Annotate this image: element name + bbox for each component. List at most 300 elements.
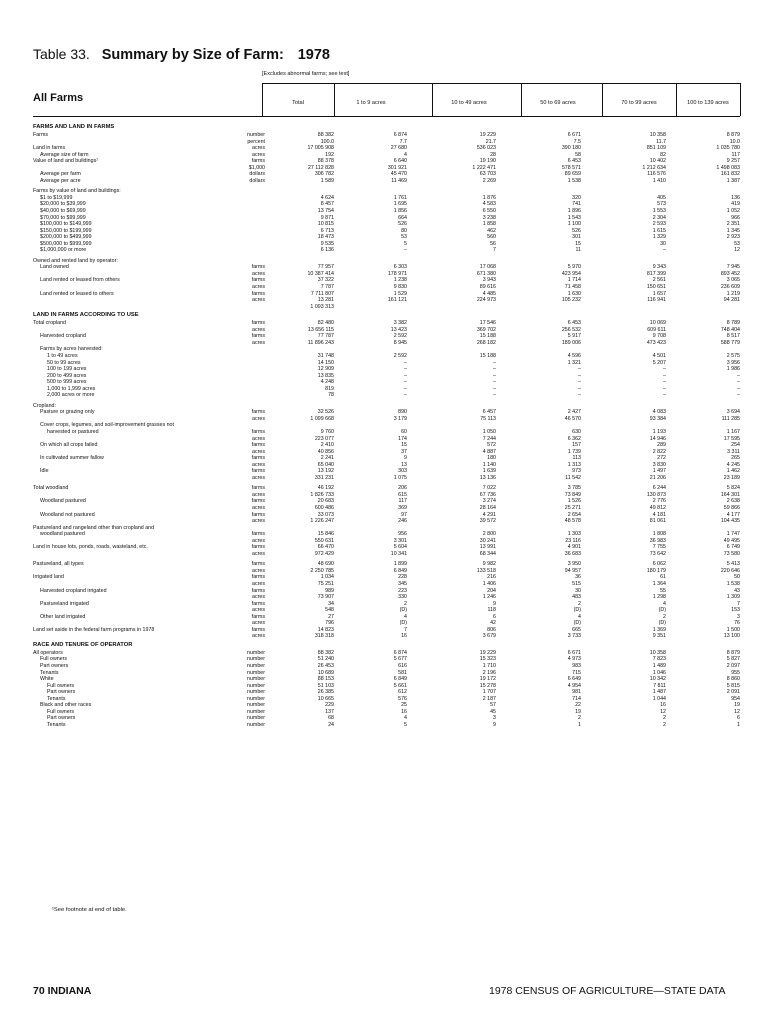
table-cell: – bbox=[578, 392, 581, 399]
table-cell: 515 bbox=[572, 581, 581, 587]
table-cell: 2 bbox=[663, 613, 666, 620]
table-cell: 7 022 bbox=[482, 485, 496, 492]
row-label: Tenants bbox=[47, 721, 66, 728]
table-cell: 15 323 bbox=[479, 656, 496, 663]
table-cell: 9 351 bbox=[652, 633, 666, 640]
table-cell: (D) bbox=[399, 620, 407, 627]
table-cell: 27 bbox=[328, 613, 334, 620]
table-cell: 66 470 bbox=[317, 544, 334, 551]
table-cell: 1 695 bbox=[393, 201, 407, 208]
row-unit: farms bbox=[251, 158, 265, 165]
table-cell: 75 251 bbox=[317, 581, 334, 587]
exclusion-note: [Excludes abnormal farms; see text] bbox=[262, 71, 350, 77]
table-cell: 1 193 bbox=[652, 428, 666, 435]
column-divider bbox=[432, 83, 433, 116]
table-cell: – bbox=[663, 366, 666, 373]
row-label: Average size of farm bbox=[40, 151, 89, 158]
table-cell: 1 710 bbox=[482, 663, 496, 670]
table-cell: 88 378 bbox=[317, 158, 334, 165]
table-cell: – bbox=[663, 385, 666, 392]
table-cell: 6 136 bbox=[320, 247, 334, 254]
table-cell: 3 950 bbox=[567, 561, 581, 568]
section-heading bbox=[33, 310, 740, 320]
row-label: Land rented or leased from others bbox=[40, 277, 120, 284]
row-unit: number bbox=[247, 656, 265, 663]
table-cell: 10 358 bbox=[649, 132, 666, 138]
row-unit: dollars bbox=[249, 171, 265, 178]
row-label: 100 to 199 acres bbox=[47, 366, 87, 373]
table-cell: 715 bbox=[572, 669, 581, 676]
table-cell: 10 341 bbox=[390, 550, 407, 557]
table-cell: 27 680 bbox=[390, 145, 407, 152]
row-label: Woodland pastured bbox=[40, 498, 86, 505]
row-label: Irrigated land bbox=[33, 574, 64, 581]
table-cell: 6 453 bbox=[567, 320, 581, 327]
table-cell: 46 570 bbox=[564, 415, 581, 422]
table-cell: 9 343 bbox=[652, 264, 666, 271]
table-cell: 1 321 bbox=[567, 359, 581, 366]
table-cell: 94 281 bbox=[723, 297, 740, 304]
row-label: Value of land and buildings¹ bbox=[33, 158, 98, 165]
row-unit: farms bbox=[251, 511, 265, 518]
table-cell: 14 946 bbox=[649, 435, 666, 442]
table-cell: 560 bbox=[487, 234, 496, 241]
table-cell: 306 782 bbox=[314, 171, 334, 178]
table-cell: 7 945 bbox=[726, 264, 740, 271]
table-cell: 5 bbox=[404, 721, 407, 728]
table-cell: 1 222 471 bbox=[472, 164, 496, 171]
table-cell: 68 344 bbox=[479, 550, 496, 557]
table-cell: 8 945 bbox=[393, 339, 407, 346]
publication-series: 1978 CENSUS OF AGRICULTURE—STATE DATA bbox=[489, 985, 726, 997]
table-cell: 1 856 bbox=[393, 208, 407, 215]
table-cell: 576 bbox=[398, 695, 407, 702]
table-cell: 578 571 bbox=[561, 164, 581, 171]
table-cell: 1 313 bbox=[567, 461, 581, 468]
table-cell: 301 bbox=[572, 234, 581, 241]
row-unit: acres bbox=[252, 504, 265, 511]
table-cell: 130 873 bbox=[646, 491, 666, 498]
table-cell: 229 bbox=[325, 702, 334, 709]
row-label: Part owners bbox=[47, 715, 76, 722]
table-cell: 550 631 bbox=[314, 537, 334, 544]
table-cell: 55 bbox=[660, 587, 666, 594]
row-label: White bbox=[40, 676, 54, 683]
table-cell: 12 bbox=[660, 708, 666, 715]
row-label: $70,000 to $99,999 bbox=[40, 214, 86, 221]
table-cell: 3 785 bbox=[567, 485, 581, 492]
table-cell: 3 733 bbox=[567, 633, 581, 640]
table-cell: 34 bbox=[328, 600, 334, 607]
table-cell: 100.0 bbox=[320, 138, 334, 145]
row-label: $1,000,000 or more bbox=[40, 247, 87, 254]
table-cell: 2 187 bbox=[482, 695, 496, 702]
table-cell: 3 065 bbox=[726, 277, 740, 284]
table-cell: 8 517 bbox=[726, 333, 740, 340]
table-cell: 7.5 bbox=[573, 138, 581, 145]
table-cell: 9 708 bbox=[652, 333, 666, 340]
column-divider bbox=[334, 83, 335, 116]
table-cell: 973 bbox=[572, 468, 581, 475]
row-unit: farms bbox=[251, 428, 265, 435]
row-unit: farms bbox=[251, 409, 265, 416]
table-cell: 851 109 bbox=[646, 145, 666, 152]
table-cell: 272 bbox=[657, 455, 666, 462]
row-unit: acres bbox=[252, 339, 265, 346]
section-heading-all-farms: All Farms bbox=[33, 92, 84, 104]
table-cell: 30 241 bbox=[479, 537, 496, 544]
table-cell: 1 808 bbox=[652, 531, 666, 538]
row-label: woodland pastured bbox=[40, 531, 85, 538]
table-cell: – bbox=[578, 385, 581, 392]
table-cell: 73 849 bbox=[564, 491, 581, 498]
table-cell: 89 659 bbox=[564, 171, 581, 178]
table-cell: 5 827 bbox=[726, 656, 740, 663]
table-cell: 19 190 bbox=[479, 158, 496, 165]
table-cell: 966 bbox=[731, 214, 740, 221]
table-cell: 30 bbox=[660, 240, 666, 247]
table-cell: 11 bbox=[575, 247, 581, 254]
table-cell: 3 179 bbox=[393, 415, 407, 422]
table-cell: – bbox=[737, 372, 740, 379]
table-cell: 15 278 bbox=[479, 682, 496, 689]
table-cell: 45 470 bbox=[390, 171, 407, 178]
column-header: 1 to 9 acres bbox=[356, 100, 386, 106]
table-cell: 15 bbox=[575, 240, 581, 247]
table-cell: 1 167 bbox=[726, 428, 740, 435]
table-cell: 178 971 bbox=[387, 270, 407, 277]
column-divider bbox=[602, 83, 603, 116]
table-cell: 1 489 bbox=[652, 663, 666, 670]
table-cell: 94 957 bbox=[564, 567, 581, 574]
table-cell: 2 427 bbox=[567, 409, 581, 416]
table-cell: 573 bbox=[657, 201, 666, 208]
table-cell: 588 779 bbox=[720, 339, 740, 346]
table-cell: 4 181 bbox=[652, 511, 666, 518]
table-cell: – bbox=[578, 366, 581, 373]
table-cell: 405 bbox=[657, 194, 666, 201]
table-cell: 268 182 bbox=[476, 339, 496, 346]
table-cell: 80 bbox=[401, 227, 407, 234]
column-header: 100 to 139 acres bbox=[687, 100, 729, 106]
table-cell: 51 103 bbox=[317, 682, 334, 689]
table-cell: 73 580 bbox=[723, 550, 740, 557]
table-cell: 246 bbox=[398, 518, 407, 525]
row-label: $20,000 to $39,999 bbox=[40, 201, 86, 208]
table-cell: 5 207 bbox=[652, 359, 666, 366]
table-cell: 1 046 bbox=[652, 669, 666, 676]
row-label: Total woodland bbox=[33, 485, 69, 492]
row-unit: acres bbox=[252, 284, 265, 291]
table-cell: 2 800 bbox=[482, 531, 496, 538]
table-cell: 714 bbox=[572, 695, 581, 702]
table-cell: – bbox=[404, 385, 407, 392]
table-cell: 1 369 bbox=[652, 626, 666, 633]
table-cell: 1 707 bbox=[482, 689, 496, 696]
row-label: 2,000 acres or more bbox=[47, 392, 95, 399]
row-label: Cropland: bbox=[33, 402, 56, 409]
table-cell: 609 611 bbox=[647, 326, 666, 333]
table-cell: 17 068 bbox=[479, 264, 496, 271]
table-cell: 6 640 bbox=[393, 158, 407, 165]
column-header: 70 to 99 acres bbox=[621, 100, 657, 106]
table-cell: 59 866 bbox=[723, 504, 740, 511]
row-unit: acres bbox=[252, 581, 265, 587]
table-cell: 1 387 bbox=[726, 177, 740, 184]
table-cell: 57 bbox=[490, 702, 496, 709]
table-cell: 17 595 bbox=[723, 435, 740, 442]
table-cell: 117 bbox=[731, 151, 740, 158]
table-cell: 65 040 bbox=[317, 461, 334, 468]
table-cell: 1 747 bbox=[726, 531, 740, 538]
table-cell: 616 bbox=[398, 663, 407, 670]
table-cell: 50 bbox=[734, 574, 740, 581]
column-header: Total bbox=[292, 100, 304, 106]
row-label: Woodland not pastured bbox=[40, 511, 95, 518]
table-cell: 22 bbox=[575, 702, 581, 709]
table-cell: 28 bbox=[490, 151, 496, 158]
row-label: Land set aside in the federal farm programs in 1978 bbox=[33, 626, 155, 633]
section-heading-label: LAND IN FARMS ACCORDING TO USE bbox=[33, 312, 139, 319]
row-unit: number bbox=[247, 682, 265, 689]
table-year: 1978 bbox=[297, 47, 330, 63]
table-cell: 3 382 bbox=[393, 320, 407, 327]
table-cell: 113 bbox=[572, 455, 581, 462]
row-label: Owned and rented land by operator: bbox=[33, 257, 118, 264]
table-cell: 82 bbox=[660, 151, 666, 158]
table-cell: 11 896 243 bbox=[307, 339, 334, 346]
table-cell: 73 642 bbox=[649, 550, 666, 557]
table-cell: 1 303 bbox=[567, 531, 581, 538]
table-cell: 1 526 bbox=[567, 498, 581, 505]
row-unit: farms bbox=[251, 468, 265, 475]
row-label: Farms by acres harvested: bbox=[40, 346, 103, 353]
table-cell: 2 592 bbox=[393, 352, 407, 359]
table-cell: 1 896 bbox=[567, 208, 581, 215]
table-cell: 462 bbox=[487, 227, 496, 234]
table-cell: (D) bbox=[658, 607, 666, 614]
table-cell: 180 bbox=[487, 455, 496, 462]
table-cell: 1 364 bbox=[652, 581, 666, 587]
table-cell: 3 238 bbox=[482, 214, 496, 221]
table-cell: 23 189 bbox=[723, 474, 740, 481]
table-cell: 956 bbox=[398, 531, 407, 538]
table-cell: 88 153 bbox=[317, 676, 334, 683]
table-cell: 9 830 bbox=[393, 284, 407, 291]
table-cell: 806 bbox=[487, 626, 496, 633]
table-cell: 748 404 bbox=[720, 326, 740, 333]
table-cell: 1 410 bbox=[652, 177, 666, 184]
table-cell: 23 116 bbox=[565, 537, 581, 544]
table-cell: 6 303 bbox=[393, 264, 407, 271]
table-cell: 28 164 bbox=[479, 504, 496, 511]
table-cell: 82 480 bbox=[317, 320, 334, 327]
table-cell: – bbox=[663, 379, 666, 386]
table-cell: 2 bbox=[663, 721, 666, 728]
table-cell: 4 887 bbox=[482, 448, 496, 455]
table-cell: 223 bbox=[398, 587, 407, 594]
table-cell: 6 713 bbox=[320, 227, 334, 234]
row-unit: acres bbox=[252, 145, 265, 152]
table-cell: 4 596 bbox=[567, 352, 581, 359]
table-cell: 318 318 bbox=[314, 633, 334, 640]
table-cell: 1 044 bbox=[652, 695, 666, 702]
table-cell: 5 413 bbox=[726, 561, 740, 568]
row-unit: farms bbox=[251, 626, 265, 633]
table-cell: 1 630 bbox=[567, 290, 581, 297]
table-cell: – bbox=[404, 379, 407, 386]
table-cell: 6 550 bbox=[482, 208, 496, 215]
table-cell: 989 bbox=[325, 587, 334, 594]
table-cell: 19 bbox=[734, 702, 740, 709]
row-unit: number bbox=[247, 702, 265, 709]
table-cell: 37 322 bbox=[317, 277, 334, 284]
row-unit: acres bbox=[252, 461, 265, 468]
table-cell: 157 bbox=[572, 442, 581, 449]
table-cell: 369 702 bbox=[476, 326, 496, 333]
table-cell: 31 748 bbox=[317, 352, 334, 359]
row-unit: number bbox=[247, 715, 265, 722]
table-cell: 6 671 bbox=[567, 132, 581, 138]
table-cell: 7 bbox=[404, 626, 407, 633]
table-cell: 192 bbox=[325, 151, 334, 158]
row-unit: farms bbox=[251, 561, 265, 568]
column-header: 10 to 49 acres bbox=[451, 100, 487, 106]
row-unit: acres bbox=[252, 550, 265, 557]
table-cell: 1 500 bbox=[726, 626, 740, 633]
table-cell: 16 bbox=[401, 708, 407, 715]
table-cell: 224 973 bbox=[476, 297, 496, 304]
row-label: 200 to 499 acres bbox=[47, 372, 87, 379]
table-cell: 61 bbox=[660, 574, 666, 581]
row-unit: farms bbox=[251, 600, 265, 607]
row-label: Harvested cropland irrigated bbox=[40, 587, 107, 594]
table-cell: 10 665 bbox=[317, 695, 334, 702]
table-cell: 1 309 bbox=[726, 594, 740, 601]
table-cell: 9 760 bbox=[320, 428, 334, 435]
page-title bbox=[33, 46, 330, 63]
table-cell: 24 bbox=[328, 721, 334, 728]
table-cell: 49 812 bbox=[649, 504, 666, 511]
table-cell: 526 bbox=[572, 227, 581, 234]
table-cell: 1 538 bbox=[567, 177, 581, 184]
table-cell: 14 150 bbox=[317, 359, 334, 366]
table-cell: 4 501 bbox=[652, 352, 666, 359]
row-label: Average per farm bbox=[40, 171, 81, 178]
table-cell: 104 435 bbox=[720, 518, 740, 525]
table-cell: 4 954 bbox=[567, 682, 581, 689]
table-cell: 330 bbox=[398, 594, 407, 601]
section-heading bbox=[33, 122, 740, 132]
row-unit: number bbox=[247, 689, 265, 696]
table-cell: – bbox=[404, 392, 407, 399]
table-cell: 5 677 bbox=[393, 656, 407, 663]
row-unit: farms bbox=[251, 442, 265, 449]
row-unit: farms bbox=[251, 264, 265, 271]
table-cell: 46 192 bbox=[317, 485, 334, 492]
table-cell: 6 bbox=[493, 613, 496, 620]
table-cell: 7 755 bbox=[652, 544, 666, 551]
table-cell: 75 113 bbox=[480, 415, 496, 422]
table-cell: 236 609 bbox=[720, 284, 740, 291]
row-unit: number bbox=[247, 676, 265, 683]
row-label: Cover crops, legumes, and soil-improvement grasses not bbox=[40, 422, 174, 429]
table-cell: 2 575 bbox=[726, 352, 740, 359]
table-cell: 136 bbox=[731, 194, 740, 201]
table-cell: 45 bbox=[490, 708, 496, 715]
table-cell: 36 683 bbox=[564, 550, 581, 557]
table-cell: 13 656 115 bbox=[307, 326, 334, 333]
table-cell: 56 bbox=[490, 240, 496, 247]
table-cell: 612 bbox=[398, 689, 407, 696]
row-label: Pastureland, all types bbox=[33, 561, 84, 568]
table-cell: 265 bbox=[731, 455, 740, 462]
table-cell: 118 bbox=[487, 607, 496, 614]
table-cell: 1 093 313 bbox=[310, 303, 334, 310]
row-unit: number bbox=[247, 132, 265, 138]
row-unit: acres bbox=[252, 448, 265, 455]
table-cell: 42 bbox=[490, 620, 496, 627]
table-cell: – bbox=[404, 359, 407, 366]
table-cell: – bbox=[493, 379, 496, 386]
table-cell: 13 835 bbox=[317, 372, 334, 379]
table-cell: 8 457 bbox=[320, 201, 334, 208]
column-header: 50 to 69 acres bbox=[540, 100, 576, 106]
table-cell: 1 329 bbox=[652, 234, 666, 241]
table-cell: 51 240 bbox=[317, 656, 334, 663]
table-cell: 1 035 780 bbox=[716, 145, 740, 152]
row-label: Pasture or grazing only bbox=[40, 409, 95, 416]
table-cell: 37 bbox=[401, 448, 407, 455]
table-cell: 1 858 bbox=[482, 221, 496, 228]
row-unit: farms bbox=[251, 333, 265, 340]
row-unit: farms bbox=[251, 613, 265, 620]
table-cell: – bbox=[737, 392, 740, 399]
table-cell: 1 050 bbox=[482, 428, 496, 435]
row-unit: acres bbox=[252, 607, 265, 614]
row-unit: acres bbox=[252, 491, 265, 498]
table-cell: 10 342 bbox=[649, 676, 666, 683]
table-cell: 13 754 bbox=[317, 208, 334, 215]
table-cell: 105 232 bbox=[561, 297, 581, 304]
table-cell: 1 075 bbox=[393, 474, 407, 481]
table-cell: 5 661 bbox=[393, 682, 407, 689]
table-cell: 301 921 bbox=[387, 164, 407, 171]
table-cell: 4 248 bbox=[320, 379, 334, 386]
table-cell: (D) bbox=[399, 607, 407, 614]
table-cell: 7.7 bbox=[399, 138, 407, 145]
table-cell: 1 140 bbox=[482, 461, 496, 468]
table-cell: 345 bbox=[398, 581, 407, 587]
table-cell: – bbox=[578, 379, 581, 386]
column-divider bbox=[740, 83, 741, 116]
table-cell: 25 271 bbox=[564, 504, 581, 511]
table-cell: 1 052 bbox=[726, 208, 740, 215]
table-cell: 3 694 bbox=[726, 409, 740, 416]
table-cell: 6 671 bbox=[567, 649, 581, 656]
table-cell: – bbox=[493, 392, 496, 399]
table-cell: 796 bbox=[325, 620, 334, 627]
row-label: Idle bbox=[40, 468, 49, 475]
table-cell: 1 657 bbox=[652, 290, 666, 297]
table-cell: 1 246 bbox=[482, 594, 496, 601]
table-cell: 111 285 bbox=[721, 415, 740, 422]
table-cell: 7 244 bbox=[482, 435, 496, 442]
table-cell: 88 382 bbox=[317, 649, 334, 656]
table-cell: 3 bbox=[737, 613, 740, 620]
table-cell: 223 077 bbox=[314, 435, 334, 442]
table-cell: 13 991 bbox=[479, 544, 496, 551]
